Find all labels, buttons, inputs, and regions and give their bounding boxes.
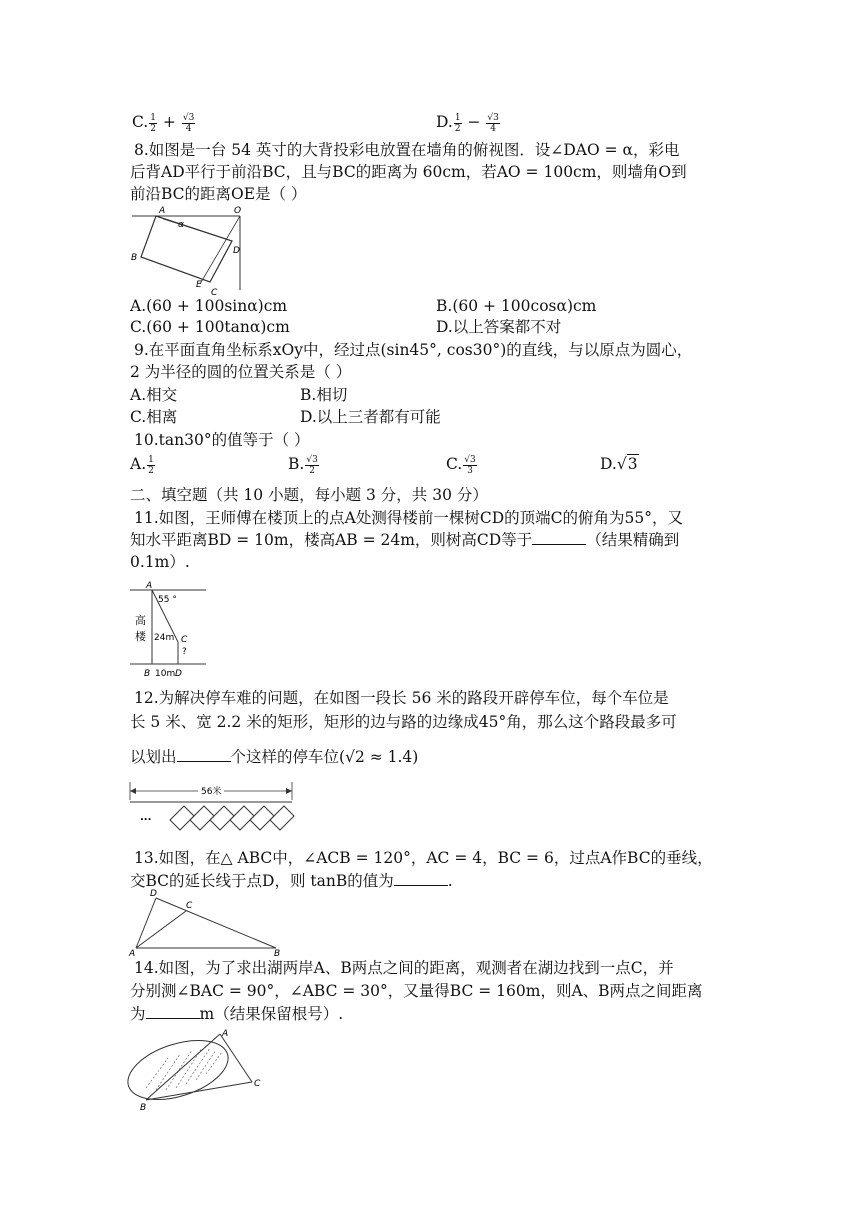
q13-answer-blank bbox=[394, 871, 448, 886]
q7-option-c: C. $\frac{1}{2}$ + $\frac{√3}{4}$ bbox=[132, 112, 195, 134]
q10-option-b: B. $\frac{√3}{2}$ bbox=[288, 454, 318, 476]
q14-answer-blank bbox=[146, 1004, 200, 1019]
q13-label-d: D bbox=[150, 889, 157, 899]
q9-stem-line1: 9.在平面直角坐标系xOy中，经过点(sin45°, cos30°)的直线，与以原点为圆心， bbox=[134, 341, 693, 359]
q12-figure bbox=[128, 780, 296, 838]
q10-option-c: C. $\frac{√3}{3}$ bbox=[446, 454, 476, 476]
q12-label-dots: ... bbox=[140, 812, 152, 823]
q14-label-a: A bbox=[222, 1029, 229, 1039]
q9-option-a: A.相交 bbox=[130, 386, 178, 404]
q8-label-d: D bbox=[233, 246, 240, 256]
q12-stem-line3: 以划出 个这样的停车位(√2 ≈ 1.4) bbox=[130, 748, 419, 766]
q13-stem-line2: 交BC的延长线于点D，则 tanB的值为 . bbox=[130, 872, 453, 890]
q13-figure bbox=[128, 888, 288, 958]
q9-option-b: B.相切 bbox=[300, 386, 348, 404]
q8-option-c: C.(60 + 100tanα)cm bbox=[130, 318, 290, 336]
q11-label-q: ? bbox=[182, 647, 187, 657]
q11-label-angle: 55 ° bbox=[158, 595, 177, 605]
q14-label-b: B bbox=[140, 1103, 147, 1113]
q13-label-c: C bbox=[186, 901, 193, 911]
q8-label-alpha: α bbox=[178, 220, 184, 230]
q8-label-o: O bbox=[234, 206, 242, 216]
q11-label-height: 24m bbox=[154, 633, 175, 643]
q9-option-c: C.相离 bbox=[130, 408, 178, 426]
q11-label-lou: 楼 bbox=[135, 630, 146, 643]
q10-stem: 10.tan30°的值等于（ ） bbox=[134, 431, 310, 449]
q13-label-b: B bbox=[274, 949, 281, 959]
q10-option-a: A. $\frac{1}{2}$ bbox=[130, 454, 154, 476]
q14-label-c: C bbox=[254, 1079, 261, 1089]
q11-stem-line3: 0.1m）. bbox=[130, 553, 190, 571]
q8-label-e: E bbox=[196, 280, 202, 290]
q12-stem-line2: 长 5 米、宽 2.2 米的矩形，矩形的边与路的边缘成45°角，那么这个路段最多可 bbox=[130, 713, 677, 731]
q9-option-d: D.以上三者都有可能 bbox=[300, 408, 441, 426]
q7-option-d: D. $\frac{1}{2}$ − $\frac{√3}{4}$ bbox=[436, 112, 499, 134]
section-heading: 二、填空题（共 10 小题，每小题 3 分，共 30 分） bbox=[130, 486, 488, 504]
q11-label-d: D bbox=[175, 669, 182, 679]
q11-stem-line2: 知水平距离BD = 10m，楼高AB = 24m，则树高CD等于 （结果精确到 bbox=[130, 531, 680, 549]
q8-label-b: B bbox=[131, 253, 138, 263]
q8-label-c: C bbox=[211, 288, 218, 298]
q11-label-a: A bbox=[146, 581, 153, 591]
q11-label-distance: 10m bbox=[155, 669, 176, 679]
q13-label-a: A bbox=[129, 949, 136, 959]
q11-label-c: C bbox=[181, 635, 188, 645]
q9-stem-line2: 2 为半径的圆的位置关系是（ ） bbox=[130, 363, 352, 381]
q14-stem-line2: 分别测∠BAC = 90°，∠ABC = 30°，又量得BC = 160m，则A、B两点之间距离 bbox=[130, 982, 703, 1000]
q11-label-b: B bbox=[144, 669, 151, 679]
q11-answer-blank bbox=[532, 530, 586, 545]
q8-stem-line2: 后背AD平行于前沿BC，且与BC的距离为 60cm，若AO = 100cm，则墙角O到 bbox=[130, 163, 687, 181]
q8-option-b: B.(60 + 100cosα)cm bbox=[436, 297, 597, 315]
q10-option-d: D.√3 bbox=[600, 455, 638, 473]
q8-figure bbox=[128, 205, 248, 297]
q12-answer-blank bbox=[177, 747, 231, 762]
q13-stem-line1: 13.如图，在△ ABC中，∠ACB = 120°，AC = 4，BC = 6，过点A作BC的垂线， bbox=[134, 849, 713, 867]
q14-stem-line3: 为 m（结果保留根号）. bbox=[130, 1005, 344, 1023]
q8-stem-line3: 前沿BC的距离OE是（ ） bbox=[130, 185, 307, 203]
q8-label-a: A bbox=[159, 206, 166, 216]
q12-stem-line1: 12.为解决停车难的问题，在如图一段长 56 米的路段开辟停车位，每个车位是 bbox=[134, 689, 669, 707]
q11-figure bbox=[128, 580, 208, 678]
q12-label-length: 56米 bbox=[201, 787, 222, 797]
q14-figure bbox=[128, 1028, 268, 1112]
q11-stem-line1: 11.如图，王师傅在楼顶上的点A处测得楼前一棵树CD的顶端C的俯角为55°，又 bbox=[134, 509, 683, 527]
q14-stem-line1: 14.如图，为了求出湖两岸A、B两点之间的距离，观测者在湖边找到一点C，并 bbox=[134, 959, 674, 977]
q8-stem-line1: 8.如图是一台 54 英寸的大背投彩电放置在墙角的俯视图．设∠DAO = α，彩电 bbox=[134, 141, 680, 159]
q8-option-d: D.以上答案都不对 bbox=[436, 318, 562, 336]
q8-option-a: A.(60 + 100sinα)cm bbox=[130, 297, 288, 315]
q11-label-gao: 高 bbox=[135, 614, 146, 627]
